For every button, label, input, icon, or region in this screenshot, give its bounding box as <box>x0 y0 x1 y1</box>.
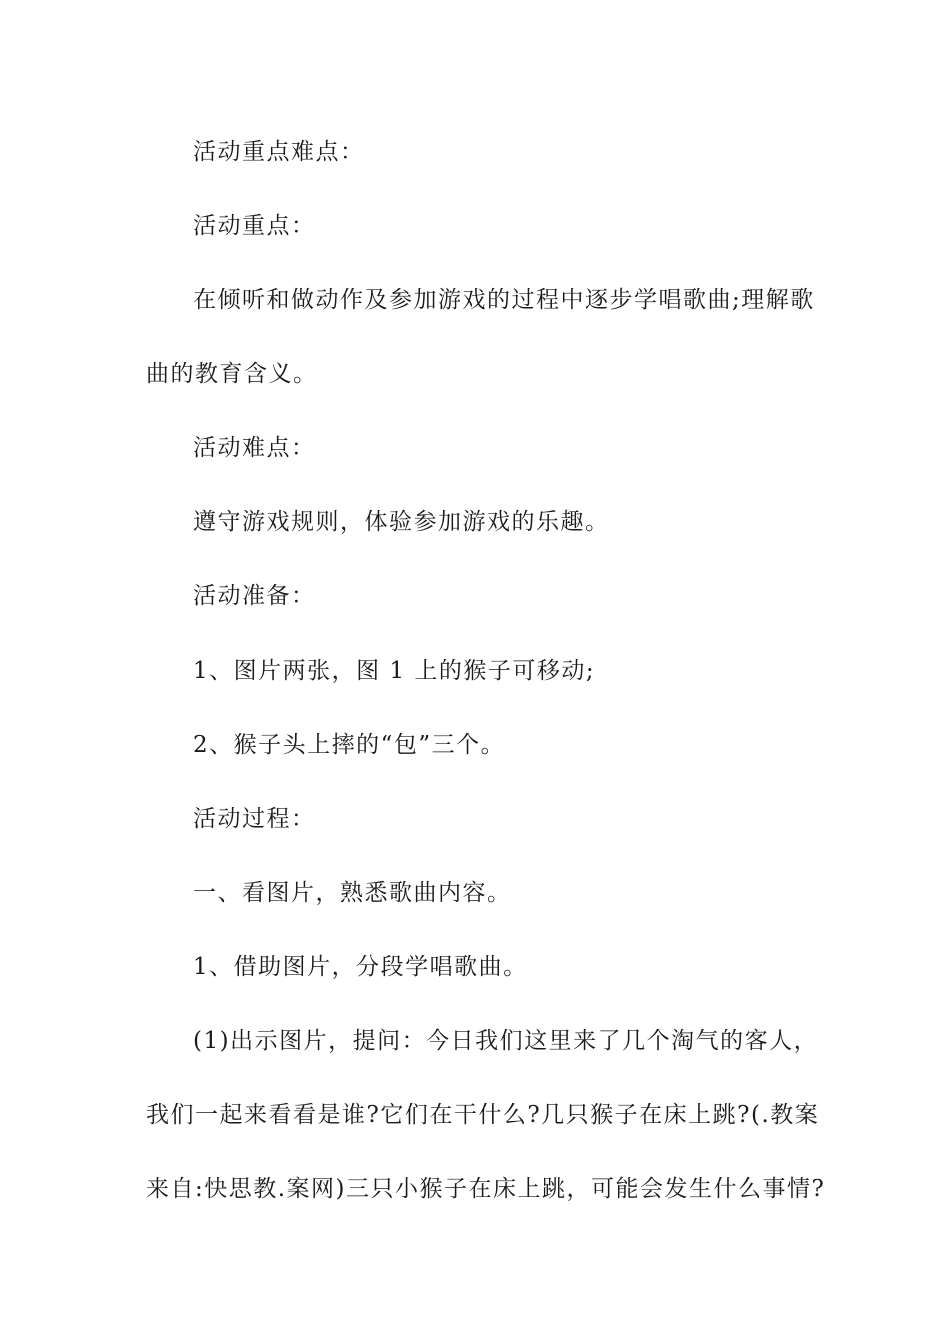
heading-preparation: 活动准备： <box>193 583 316 609</box>
section-heading: 一、看图片，熟悉歌曲内容。 <box>193 880 512 906</box>
heading-key-difficult-points: 活动重点难点： <box>193 139 365 165</box>
paragraph-line: 我们一起来看看是谁?它们在干什么?几只猴子在床上跳?(.教案 <box>146 1102 820 1128</box>
list-item: 1、借助图片，分段学唱歌曲。 <box>193 954 528 980</box>
heading-difficult-points: 活动难点： <box>193 435 316 461</box>
paragraph-line: 来自:快思教.案网)三只小猴子在床上跳，可能会发生什么事情? <box>146 1176 826 1202</box>
heading-process: 活动过程： <box>193 806 316 832</box>
list-item: 2、猴子头上摔的“包”三个。 <box>193 732 506 758</box>
paragraph-line: 在倾听和做动作及参加游戏的过程中逐步学唱歌曲;理解歌 <box>193 287 815 313</box>
heading-key-points: 活动重点： <box>193 213 316 239</box>
paragraph-line: 曲的教育含义。 <box>146 361 318 387</box>
list-item: 1、图片两张，图 1 上的猴子可移动; <box>193 658 596 684</box>
paragraph-line: (1)出示图片，提问：今日我们这里来了几个淘气的客人， <box>193 1028 819 1054</box>
paragraph-line: 遵守游戏规则，体验参加游戏的乐趣。 <box>193 509 610 535</box>
